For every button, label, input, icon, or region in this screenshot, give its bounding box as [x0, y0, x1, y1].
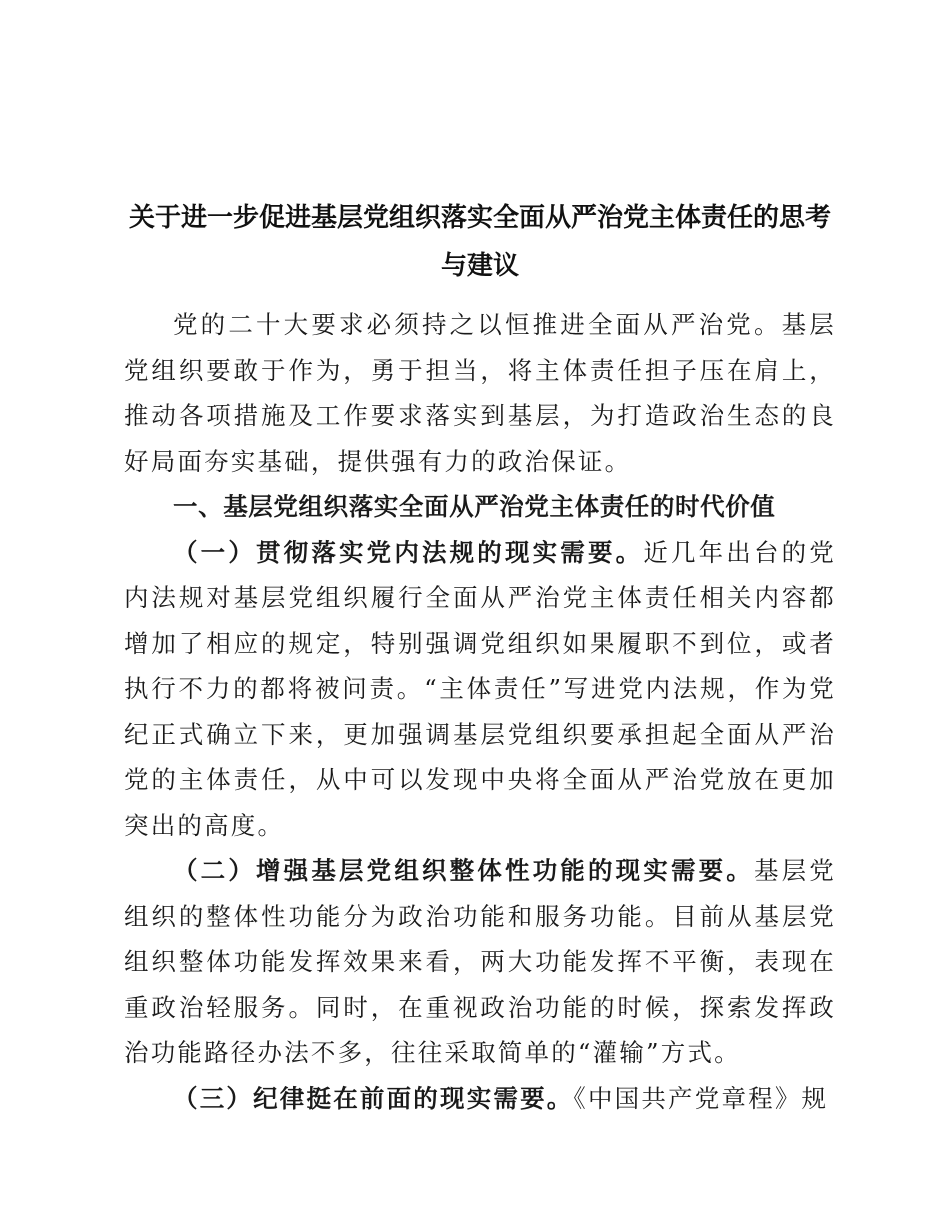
section-heading-1: 一、基层党组织落实全面从严治党主体责任的时代价值 — [173, 492, 776, 521]
paragraph-text-2: 基层党组织的整体性功能分为政治功能和服务功能。目前从基层党组织整体功能发挥效果来看，两大功能发挥不平衡，表现在重政治轻服务。同时，在重视政治功能的时候，探索发挥政治功能路径办法不多，往往采取简单的“灌输”方式。 — [124, 856, 836, 1067]
subheading-3: （三）纪律挺在前面的现实需要。 — [173, 1083, 574, 1113]
paragraph-text-1: 近几年出台的党内法规对基层党组织履行全面从严治党主体责任相关内容都增加了相应的规定，特别强调党组织如果履职不到位，或者执行不力的都将被问责。“主体责任”写进党内法规，作为党纪正式确立下来，更加强调基层党组织要承担起全面从严治党的主体责任，从中可以发现中央将全面从严治党放在更加突出的高度。 — [124, 537, 836, 840]
paragraph-item-2 — [124, 848, 836, 1076]
intro-paragraph: 党的二十大要求必须持之以恒推进全面从严治党。基层党组织要敢于作为，勇于担当，将主体责任担子压在肩上，推动各项措施及工作要求落实到基层，为打造政治生态的良好局面夯实基础，提供强有力的政治保证。 — [124, 310, 836, 476]
subheading-2: （二）增强基层党组织整体性功能的现实需要。 — [173, 856, 754, 885]
paragraph-text-3: 《中国共产党章程》规 — [573, 1083, 829, 1113]
paragraph-item-3 — [124, 1076, 836, 1122]
subheading-1: （一）贯彻落实党内法规的现实需要。 — [173, 537, 644, 567]
document-body — [124, 302, 836, 1121]
paragraph-item-1 — [124, 530, 836, 849]
document-title: 关于进一步促进基层党组织落实全面从严治党主体责任的思考与建议 — [128, 203, 831, 281]
